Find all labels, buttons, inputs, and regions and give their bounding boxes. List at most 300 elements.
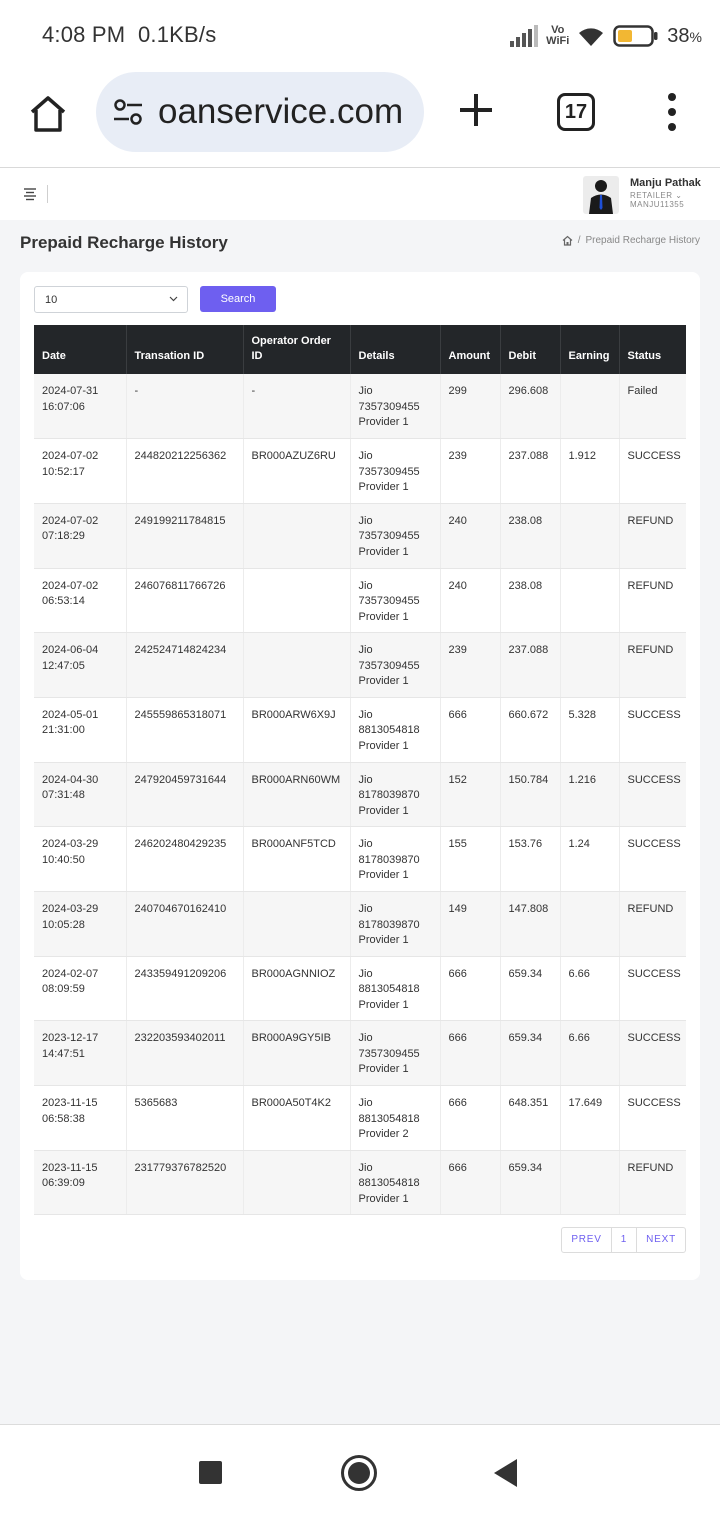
debit: 660.672 [508, 708, 549, 721]
amount: 240 [448, 579, 467, 592]
cell-earning [560, 568, 619, 633]
wifi-icon [577, 25, 605, 47]
cell-debit [500, 827, 560, 892]
transaction-id: 249199211784815 [134, 514, 226, 527]
column-header-debit[interactable]: Debit [500, 325, 560, 374]
time: 07:18:29 [42, 530, 85, 543]
cell-details [350, 503, 440, 568]
time: 10:05:28 [42, 918, 85, 931]
time: 07:31:48 [42, 789, 85, 802]
status: SUCCESS [627, 967, 681, 980]
provider: Provider 1 [358, 998, 409, 1011]
mobile-number: 8813054818 [358, 724, 420, 737]
transaction-id: 244820212256362 [134, 450, 227, 463]
earning: 1.216 [568, 773, 597, 786]
header-divider [47, 185, 48, 203]
mobile-number: 7357309455 [358, 530, 420, 543]
operator: Jio [358, 708, 373, 721]
cell-earning [560, 1150, 619, 1215]
cell-amount [440, 568, 500, 633]
cell-date [34, 1150, 126, 1215]
cell-status [619, 633, 686, 698]
cell-status [619, 892, 686, 957]
cell-date [34, 956, 126, 1021]
amount: 152 [448, 773, 467, 786]
search-button[interactable]: Search [200, 286, 276, 312]
cell-debit [500, 439, 560, 504]
table-row [34, 1086, 686, 1151]
cell-details [350, 892, 440, 957]
cell-amount [440, 1150, 500, 1215]
status: REFUND [627, 644, 674, 657]
cell-status [619, 697, 686, 762]
cell-date [34, 892, 126, 957]
column-header-date[interactable]: Date [34, 325, 126, 374]
cell-status [619, 1150, 686, 1215]
operator: Jio [358, 903, 373, 915]
recharge-history-table [34, 325, 686, 1215]
debit: 238.08 [508, 514, 543, 527]
date: 2024-07-02 [42, 579, 99, 592]
amount: 149 [448, 903, 467, 915]
table-row [34, 568, 686, 633]
page-size-value: 10 [45, 294, 58, 306]
cell-details [350, 1086, 440, 1151]
cell-details [350, 374, 440, 439]
table-row [34, 1021, 686, 1086]
cell-transaction-id [126, 503, 243, 568]
operator: Jio [358, 385, 373, 397]
amount: 666 [448, 1097, 467, 1110]
vowifi-icon: Vo WiFi [546, 24, 570, 47]
time: 08:09:59 [42, 983, 85, 996]
cell-details [350, 439, 440, 504]
cell-earning [560, 697, 619, 762]
app-header [0, 168, 720, 220]
cell-earning [560, 1086, 619, 1151]
date: 2024-07-31 [42, 385, 99, 397]
cell-operator-order-id [243, 762, 350, 827]
cell-status [619, 1021, 686, 1086]
operator: Jio [358, 644, 373, 657]
column-header-status[interactable]: Status [619, 325, 686, 374]
status: SUCCESS [627, 1032, 681, 1045]
time: 10:52:17 [42, 465, 85, 478]
cell-operator-order-id [243, 1021, 350, 1086]
cell-details [350, 697, 440, 762]
cell-operator-order-id [243, 956, 350, 1021]
status: REFUND [627, 579, 674, 592]
page-size-select[interactable] [34, 286, 188, 313]
cell-earning [560, 503, 619, 568]
operator-order-id: BR000A50T4K2 [251, 1097, 331, 1110]
mobile-number: 8178039870 [358, 789, 420, 802]
cell-operator-order-id [243, 503, 350, 568]
cell-transaction-id [126, 762, 243, 827]
breadcrumb [562, 235, 700, 246]
back-icon[interactable] [494, 1459, 517, 1487]
cell-date [34, 1086, 126, 1151]
table-body [34, 374, 686, 1215]
transaction-id: 240704670162410 [134, 903, 227, 915]
new-tab-icon[interactable] [456, 90, 496, 130]
user-role[interactable]: RETAILER ⌄ [630, 191, 683, 200]
operator: Jio [358, 579, 373, 592]
cell-operator-order-id [243, 1150, 350, 1215]
mobile-number: 8178039870 [358, 918, 420, 931]
cell-debit [500, 892, 560, 957]
operator: Jio [358, 967, 373, 980]
status: SUCCESS [627, 450, 681, 463]
next-page-button[interactable]: NEXT [646, 1234, 676, 1245]
debit: 150.784 [508, 773, 549, 786]
cell-transaction-id [126, 1150, 243, 1215]
address-bar[interactable] [96, 72, 424, 152]
cell-date [34, 503, 126, 568]
cell-date [34, 827, 126, 892]
cell-status [619, 827, 686, 892]
cell-debit [500, 697, 560, 762]
date: 2024-04-30 [42, 773, 99, 786]
transaction-id: 5365683 [134, 1097, 178, 1110]
avatar[interactable] [583, 176, 619, 214]
transaction-id: 247920459731644 [134, 773, 227, 786]
cell-status [619, 374, 686, 439]
column-header-transaction-id[interactable]: Transation ID [126, 325, 243, 374]
transaction-id: 231779376782520 [134, 1161, 227, 1174]
cell-operator-order-id [243, 374, 350, 439]
provider: Provider 1 [358, 675, 409, 688]
operator: Jio [358, 1097, 373, 1110]
amount: 299 [448, 385, 467, 397]
menu-toggle-icon[interactable] [22, 187, 38, 201]
cell-debit [500, 762, 560, 827]
transaction-id: 232203593402011 [134, 1032, 226, 1045]
operator: Jio [358, 773, 373, 786]
cell-details [350, 762, 440, 827]
cell-operator-order-id [243, 1086, 350, 1151]
cell-date [34, 762, 126, 827]
operator: Jio [358, 514, 373, 527]
cell-operator-order-id [243, 827, 350, 892]
mobile-number: 7357309455 [358, 595, 420, 608]
cell-details [350, 568, 440, 633]
status: SUCCESS [627, 1097, 681, 1110]
cell-operator-order-id [243, 568, 350, 633]
debit: 153.76 [508, 838, 543, 851]
home-nav-icon[interactable] [341, 1455, 377, 1491]
date: 2024-03-29 [42, 903, 99, 915]
date: 2024-02-07 [42, 967, 99, 980]
cell-transaction-id [126, 633, 243, 698]
cell-transaction-id [126, 1021, 243, 1086]
table-row [34, 633, 686, 698]
operator-order-id: BR000ARW6X9J [251, 708, 336, 721]
cell-earning [560, 827, 619, 892]
operator: Jio [358, 838, 373, 851]
operator-order-id: BR000A9GY5IB [251, 1032, 331, 1045]
operator: Jio [358, 1161, 373, 1174]
table-header-row [34, 325, 686, 374]
prev-page-button[interactable]: PREV [562, 1228, 611, 1252]
debit: 238.08 [508, 579, 543, 592]
cell-earning [560, 633, 619, 698]
debit: 659.34 [508, 967, 543, 980]
cell-date [34, 374, 126, 439]
mobile-number: 7357309455 [358, 659, 420, 672]
amount: 240 [448, 514, 467, 527]
cell-amount [440, 697, 500, 762]
time: 12:47:05 [42, 659, 85, 672]
cell-amount [440, 374, 500, 439]
mobile-number: 8178039870 [358, 853, 420, 866]
cell-date [34, 568, 126, 633]
cell-transaction-id [126, 374, 243, 439]
cell-amount [440, 956, 500, 1021]
breadcrumb-separator: / [577, 235, 581, 246]
status-bar [0, 0, 720, 70]
date: 2023-11-15 [42, 1161, 98, 1174]
status-time: 4:08 PM 0.1KB/s [42, 22, 217, 47]
cell-earning [560, 956, 619, 1021]
debit: 659.34 [508, 1032, 543, 1045]
cell-date [34, 439, 126, 504]
cell-date [34, 633, 126, 698]
table-row [34, 439, 686, 504]
amount: 155 [448, 838, 467, 851]
url-text: oanservice.com [158, 92, 404, 131]
debit: 237.088 [508, 450, 549, 463]
site-settings-icon[interactable] [112, 98, 144, 126]
cell-status [619, 503, 686, 568]
status: REFUND [627, 1161, 674, 1174]
earning: 1.24 [568, 838, 590, 851]
battery-percent: 38% [667, 24, 702, 47]
status: SUCCESS [627, 838, 681, 851]
cell-operator-order-id [243, 697, 350, 762]
debit: 147.808 [508, 903, 549, 915]
cell-debit [500, 1150, 560, 1215]
cell-amount [440, 503, 500, 568]
status: REFUND [627, 903, 674, 915]
signal-icon [510, 25, 538, 47]
column-header-amount[interactable]: Amount [440, 325, 500, 374]
cell-details [350, 956, 440, 1021]
debit: 648.351 [508, 1097, 549, 1110]
cell-details [350, 1150, 440, 1215]
cell-amount [440, 1086, 500, 1151]
provider: Provider 1 [358, 1063, 409, 1076]
provider: Provider 1 [358, 869, 409, 882]
cell-transaction-id [126, 827, 243, 892]
status: SUCCESS [627, 773, 681, 786]
cell-transaction-id [126, 892, 243, 957]
cell-earning [560, 892, 619, 957]
table-row [34, 503, 686, 568]
cell-debit [500, 1086, 560, 1151]
cell-operator-order-id [243, 439, 350, 504]
page-1-button[interactable]: 1 [612, 1228, 637, 1252]
home-icon[interactable] [26, 92, 70, 136]
cell-transaction-id [126, 697, 243, 762]
status: SUCCESS [627, 708, 681, 721]
table-row [34, 827, 686, 892]
table-row [34, 762, 686, 827]
mobile-number: 8813054818 [358, 1177, 420, 1190]
time: 21:31:00 [42, 724, 85, 737]
cell-debit [500, 633, 560, 698]
mobile-number: 8813054818 [358, 1112, 420, 1125]
operator-order-id: BR000AGNNIOZ [251, 967, 336, 980]
browser-toolbar [0, 70, 720, 168]
time: 06:58:38 [42, 1112, 85, 1125]
breadcrumb-current: Prepaid Recharge History [585, 235, 700, 246]
cell-operator-order-id [243, 892, 350, 957]
user-name[interactable]: Manju Pathak [630, 177, 701, 189]
date: 2024-07-02 [42, 450, 99, 463]
cell-status [619, 439, 686, 504]
transaction-id: 242524714824234 [134, 644, 227, 657]
operator: Jio [358, 450, 373, 463]
date: 2024-07-02 [42, 514, 99, 527]
pagination [561, 1227, 686, 1253]
amount: 666 [448, 1161, 467, 1174]
cell-details [350, 827, 440, 892]
amount: 239 [448, 644, 467, 657]
cell-operator-order-id [243, 633, 350, 698]
cell-transaction-id [126, 439, 243, 504]
cell-transaction-id [126, 1086, 243, 1151]
cell-amount [440, 633, 500, 698]
provider: Provider 1 [358, 481, 409, 494]
cell-debit [500, 1021, 560, 1086]
cell-status [619, 956, 686, 1021]
provider: Provider 1 [358, 804, 409, 817]
status: REFUND [627, 514, 674, 527]
transaction-id: 246076811766726 [134, 579, 226, 592]
cell-date [34, 1021, 126, 1086]
cell-debit [500, 568, 560, 633]
earning: 6.66 [568, 1032, 590, 1045]
recents-icon[interactable] [199, 1461, 222, 1484]
history-card [20, 272, 700, 1280]
cell-details [350, 1021, 440, 1086]
cell-debit [500, 503, 560, 568]
time: 06:53:14 [42, 595, 85, 608]
column-header-operator-order-id[interactable]: Operator Order ID [243, 325, 350, 374]
cell-transaction-id [126, 956, 243, 1021]
cell-details [350, 633, 440, 698]
debit: 237.088 [508, 644, 549, 657]
provider: Provider 1 [358, 739, 409, 752]
table-row [34, 892, 686, 957]
more-menu-icon[interactable] [660, 90, 684, 134]
status: Failed [627, 385, 658, 397]
earning: 17.649 [568, 1097, 603, 1110]
cell-amount [440, 439, 500, 504]
provider: Provider 1 [358, 1192, 409, 1205]
chevron-down-icon [169, 296, 178, 302]
earning: 6.66 [568, 967, 590, 980]
transaction-id: 243359491209206 [134, 967, 227, 980]
cell-earning [560, 439, 619, 504]
cell-earning [560, 374, 619, 439]
date: 2024-05-01 [42, 708, 99, 721]
time: 16:07:06 [42, 400, 85, 413]
cell-status [619, 1086, 686, 1151]
cell-status [619, 568, 686, 633]
cell-amount [440, 892, 500, 957]
user-id: MANJU11355 [630, 200, 685, 209]
time: 06:39:09 [42, 1177, 85, 1190]
amount: 666 [448, 708, 467, 721]
operator-order-id: BR000AZUZ6RU [251, 450, 336, 463]
system-nav-bar [0, 1424, 720, 1520]
provider: Provider 2 [358, 1128, 409, 1141]
date: 2024-03-29 [42, 838, 99, 851]
cell-amount [440, 827, 500, 892]
operator-order-id: - [251, 385, 256, 397]
cell-transaction-id [126, 568, 243, 633]
amount: 666 [448, 967, 467, 980]
tab-switcher-button[interactable]: 17 [557, 93, 595, 131]
breadcrumb-home-icon[interactable] [562, 235, 573, 246]
provider: Provider 1 [358, 545, 409, 558]
battery-icon [613, 24, 659, 48]
amount: 239 [448, 450, 467, 463]
operator-order-id: BR000ARN60WM [251, 773, 341, 786]
time: 10:40:50 [42, 853, 85, 866]
table-row [34, 1150, 686, 1215]
cell-amount [440, 762, 500, 827]
cell-earning [560, 1021, 619, 1086]
operator-order-id: BR000ANF5TCD [251, 838, 336, 851]
operator: Jio [358, 1032, 373, 1045]
provider: Provider 1 [358, 610, 409, 623]
cell-status [619, 762, 686, 827]
date: 2024-06-04 [42, 644, 99, 657]
provider: Provider 1 [358, 416, 409, 428]
cell-debit [500, 374, 560, 439]
debit: 296.608 [508, 385, 549, 397]
transaction-id: 246202480429235 [134, 838, 227, 851]
mobile-number: 7357309455 [358, 465, 420, 478]
date: 2023-11-15 [42, 1097, 98, 1110]
column-header-details[interactable]: Details [350, 325, 440, 374]
cell-earning [560, 762, 619, 827]
earning: 1.912 [568, 450, 597, 463]
debit: 659.34 [508, 1161, 543, 1174]
mobile-number: 8813054818 [358, 983, 420, 996]
column-header-earning[interactable]: Earning [560, 325, 619, 374]
amount: 666 [448, 1032, 467, 1045]
cell-debit [500, 956, 560, 1021]
transaction-id: 245559865318071 [134, 708, 227, 721]
cell-amount [440, 1021, 500, 1086]
table-row [34, 374, 686, 439]
transaction-id: - [134, 385, 139, 397]
cell-date [34, 697, 126, 762]
status-icons [510, 22, 702, 50]
time: 14:47:51 [42, 1047, 85, 1060]
table-row [34, 697, 686, 762]
provider: Provider 1 [358, 934, 409, 946]
date: 2023-12-17 [42, 1032, 99, 1045]
mobile-number: 7357309455 [358, 400, 420, 413]
page-title: Prepaid Recharge History [20, 233, 228, 252]
earning: 5.328 [568, 708, 597, 721]
table-row [34, 956, 686, 1021]
